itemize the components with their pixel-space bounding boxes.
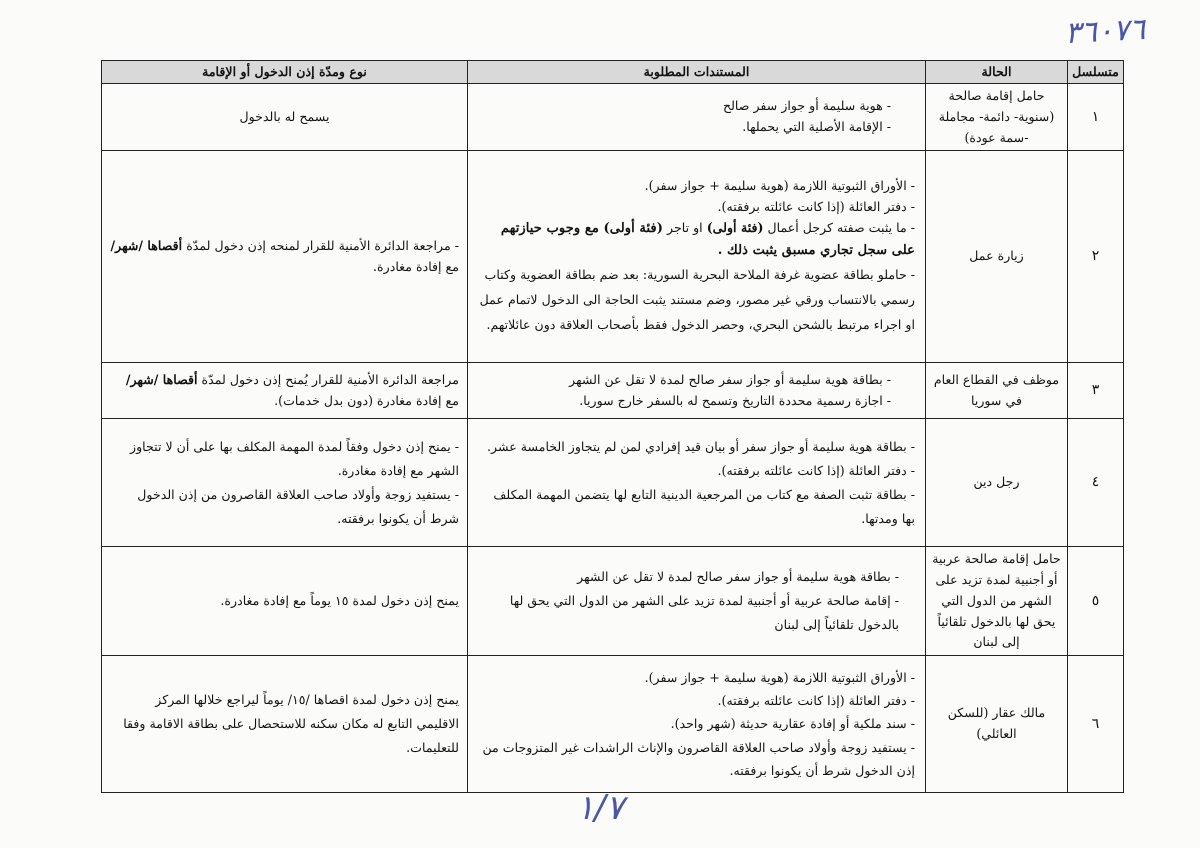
row-status: حامل إقامة صالحة عربية أو أجنبية لمدة تزيد على الشهر من الدول التي يحق لها بالدخول تلقائياً إلى لبنان bbox=[926, 547, 1068, 656]
document-item: - بطاقة هوية سليمة أو جواز سفر أو بيان قيد إفرادي لمن لم يتجاوز الخامسة عشر. bbox=[487, 438, 915, 454]
document-item: - إقامة صالحة عربية أو أجنبية لمدة تزيد على الشهر من الدول التي يحق لها بالدخول تلقائياً إلى لبنان bbox=[509, 593, 899, 633]
row-serial: ٥ bbox=[1068, 547, 1124, 656]
header-status: الحالة bbox=[926, 61, 1068, 84]
table-row bbox=[102, 419, 1124, 547]
document-item: - الأوراق الثبوتية اللازمة (هوية سليمة + جواز سفر). bbox=[644, 669, 915, 685]
handwritten-reference-number: ٣٦٠٧٦ bbox=[1063, 11, 1147, 52]
row-documents bbox=[468, 363, 926, 419]
row-serial: ٢ bbox=[1068, 151, 1124, 363]
entry-item: - يمنح إذن دخول وفقاً لمدة المهمة المكلف بها على أن لا تتجاوز الشهر مع إفادة مغادرة. bbox=[130, 438, 459, 478]
document-item: - يستفيد زوجة وأولاد صاحب العلاقة القاصرون والإناث الراشدات غير المتزوجات من إذن الدخول شرط أن يكونوا برفقته. bbox=[482, 739, 915, 779]
row-documents bbox=[468, 547, 926, 656]
row-serial: ٤ bbox=[1068, 419, 1124, 547]
table-header-row bbox=[102, 61, 1124, 84]
table-row bbox=[102, 151, 1124, 363]
table-row bbox=[102, 547, 1124, 656]
row-serial: ١ bbox=[1068, 84, 1124, 151]
document-item: - دفتر العائلة (إذا كانت عائلته برفقته). bbox=[717, 462, 915, 478]
document-item: - دفتر العائلة (إذا كانت عائلته برفقته). bbox=[717, 693, 915, 709]
table-row bbox=[102, 363, 1124, 419]
row-documents bbox=[468, 84, 926, 151]
row-status: زيارة عمل bbox=[926, 151, 1068, 363]
row-status: موظف في القطاع العام في سوريا bbox=[926, 363, 1068, 419]
document-item: - بطاقة هوية سليمة أو جواز سفر صالح لمدة لا تقل عن الشهر bbox=[569, 372, 891, 388]
row-entry-type: يمنح إذن دخول لمدة ١٥ يوماً مع إفادة مغادرة. bbox=[102, 547, 468, 656]
row-documents bbox=[468, 656, 926, 793]
document-item: - سند ملكية أو إفادة عقارية حديثة (شهر واحد). bbox=[670, 716, 915, 732]
document-item: - بطاقة هوية سليمة أو جواز سفر صالح لمدة لا تقل عن الشهر bbox=[577, 569, 899, 585]
row-status: حامل إقامة صالحة (سنوية- دائمة- مجاملة -سمة عودة) bbox=[926, 84, 1068, 151]
row-entry-type: مراجعة الدائرة الأمنية للقرار يُمنح إذن دخول لمدّة أقصاها /شهر/ مع إفادة مغادرة (دون بدل خدمات). bbox=[102, 363, 468, 419]
row-entry-type bbox=[102, 419, 468, 547]
row-status: رجل دين bbox=[926, 419, 1068, 547]
header-documents: المستندات المطلوبة bbox=[468, 61, 926, 84]
document-item: - ما يثبت صفته كرجل أعمال (فئة أولى) او تاجر (فئة أولى) مع وجوب حيازتهم bbox=[500, 220, 915, 236]
entry-requirements-table bbox=[101, 60, 1124, 793]
row-status: مالك عقار (للسكن العائلي) bbox=[926, 656, 1068, 793]
header-serial: متسلسل bbox=[1068, 61, 1124, 84]
document-item: - اجازة رسمية محددة التاريخ وتسمح له بالسفر خارج سوريا. bbox=[579, 392, 891, 408]
document-item: - الإقامة الأصلية التي يحملها. bbox=[742, 119, 891, 135]
row-documents bbox=[468, 151, 926, 363]
row-entry-type: يمنح إذن دخول لمدة اقصاها /١٥/ يوماً ليراجع خلالها المركز الاقليمي التابع له مكان سكنه للاستحصال على بطاقة الاقامة وفقا للتعليمات. bbox=[102, 656, 468, 793]
document-item: - بطاقة تثبت الصفة مع كتاب من المرجعية الدينية التابع لها يتضمن المهمة المكلف بها ومدتها. bbox=[493, 486, 915, 526]
table-row bbox=[102, 84, 1124, 151]
document-item: على سجل تجاري مسبق يثبت ذلك . bbox=[717, 242, 915, 258]
document-item: - هوية سليمة أو جواز سفر صالح bbox=[722, 98, 891, 114]
document-item: - الأوراق الثبوتية اللازمة (هوية سليمة + جواز سفر). bbox=[644, 178, 915, 194]
row-documents bbox=[468, 419, 926, 547]
row-entry-type: يسمح له بالدخول bbox=[102, 84, 468, 151]
header-entry-type: نوع ومدّة إذن الدخول أو الإقامة bbox=[102, 61, 468, 84]
row-entry-type: - مراجعة الدائرة الأمنية للقرار لمنحه إذن دخول لمدّة أقصاها /شهر/ مع إفادة مغادرة. bbox=[102, 151, 468, 363]
page-number: ١/٧ bbox=[576, 788, 624, 828]
entry-item: - يستفيد زوجة وأولاد صاحب العلاقة القاصرون من إذن الدخول شرط أن يكونوا برفقته. bbox=[137, 486, 459, 526]
row-serial: ٣ bbox=[1068, 363, 1124, 419]
document-item: - حاملو بطاقة عضوية غرفة الملاحة البحرية السورية: بعد ضم بطاقة العضوية وكتاب رسمي بالانتساب ورقي غير مصور، وضم مستند يثبت الحاجة الى الدخول لاتمام عمل او اجراء مرتبط بالشحن البحري، وحصر الدخول فقط بأصحاب العلاقة دون عائلاتهم. bbox=[479, 266, 915, 332]
document-item: - دفتر العائلة (إذا كانت عائلته برفقته). bbox=[717, 199, 915, 215]
row-serial: ٦ bbox=[1068, 656, 1124, 793]
table-row bbox=[102, 656, 1124, 793]
